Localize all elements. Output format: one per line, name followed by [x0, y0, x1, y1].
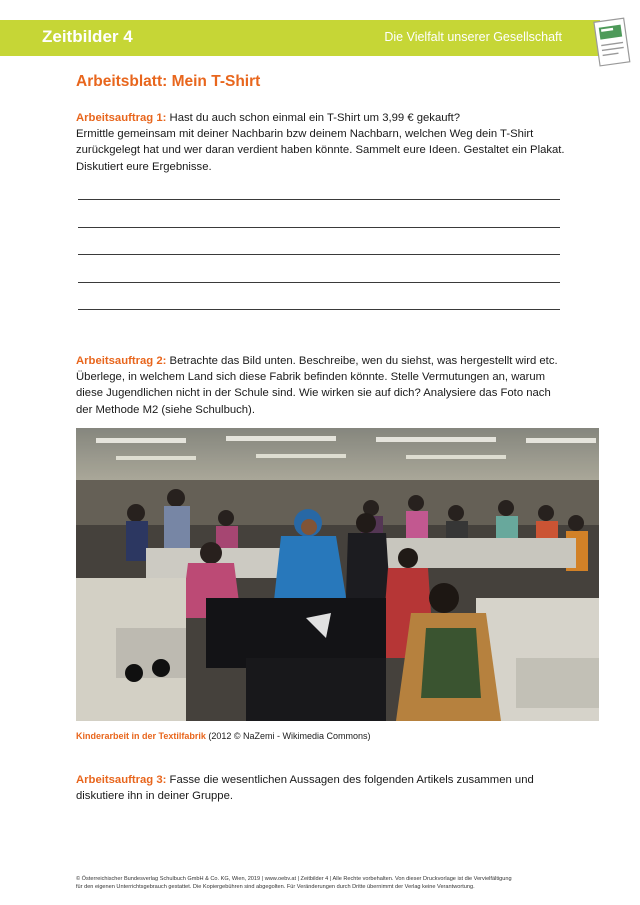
- writing-line: [78, 227, 560, 228]
- page-title: Arbeitsblatt: Mein T-Shirt: [76, 73, 261, 90]
- task-3-lead: Arbeitsauftrag 3:: [76, 774, 167, 786]
- task-1-question: Hast du auch schon einmal ein T-Shirt um 3,99 € gekauft?: [166, 112, 461, 124]
- factory-photo: [76, 428, 599, 721]
- task-2: [76, 353, 568, 418]
- task-2-lead: Arbeitsauftrag 2:: [76, 355, 167, 367]
- footer-line-2: für den eigenen Unterrichtsgebrauch gestattet. Die Kopiergebühren sind abgegolten. Für Veränderungen durch Dritte übernimmt der Verlag keine Verantwortung.: [76, 884, 475, 890]
- task-3-text: Fasse die wesentlichen Aussagen des folgenden Artikels zusammen und diskutiere ihn in deiner Gruppe.: [76, 774, 534, 803]
- photo-caption: [76, 731, 371, 741]
- caption-title: Kinderarbeit in der Textilfabrik: [76, 731, 206, 741]
- task-1-lead: Arbeitsauftrag 1:: [76, 112, 167, 124]
- writing-line: [78, 254, 560, 255]
- task-3: [76, 772, 568, 804]
- copyright-footer: [76, 875, 576, 891]
- writing-lines: [78, 199, 560, 337]
- task-2-text: Betrachte das Bild unten. Beschreibe, wen du siehst, was hergestellt wird etc. Überlege, in welchem Land sich diese Fabrik befinden könnte. Stelle Vermutungen an, warum diese Jugendlichen nicht in der Schule sind. Wie wirken sie auf dich? Analysiere das Foto nach der Methode M2 (siehe Schulbuch).: [76, 355, 558, 416]
- writing-line: [78, 309, 560, 310]
- header-title: Zeitbilder 4: [42, 27, 133, 46]
- writing-line: [78, 282, 560, 283]
- header-subtitle: Die Vielfalt unserer Gesellschaft: [384, 30, 562, 44]
- footer-line-1: © Österreichischer Bundesverlag Schulbuch GmbH & Co. KG, Wien, 2019 | www.oebv.at | Zeitbilder 4 | Alle Rechte vorbehalten. Von dieser Druckvorlage ist die Vervielfältigung: [76, 876, 512, 882]
- task-1-text: Ermittle gemeinsam mit deiner Nachbarin bzw deinem Nachbarn, welchen Weg dein T-Shirt zurückgelegt hat und wer daran verdient haben könnte. Sammelt eure Ideen. Gestaltet ein Plakat. Diskutiert eure Ergebnisse.: [76, 128, 565, 173]
- page-header: [0, 0, 640, 78]
- task-1: [76, 110, 568, 175]
- writing-line: [78, 199, 560, 200]
- caption-credit: (2012 © NaZemi - Wikimedia Commons): [205, 731, 371, 741]
- worksheet-icon: [590, 14, 634, 72]
